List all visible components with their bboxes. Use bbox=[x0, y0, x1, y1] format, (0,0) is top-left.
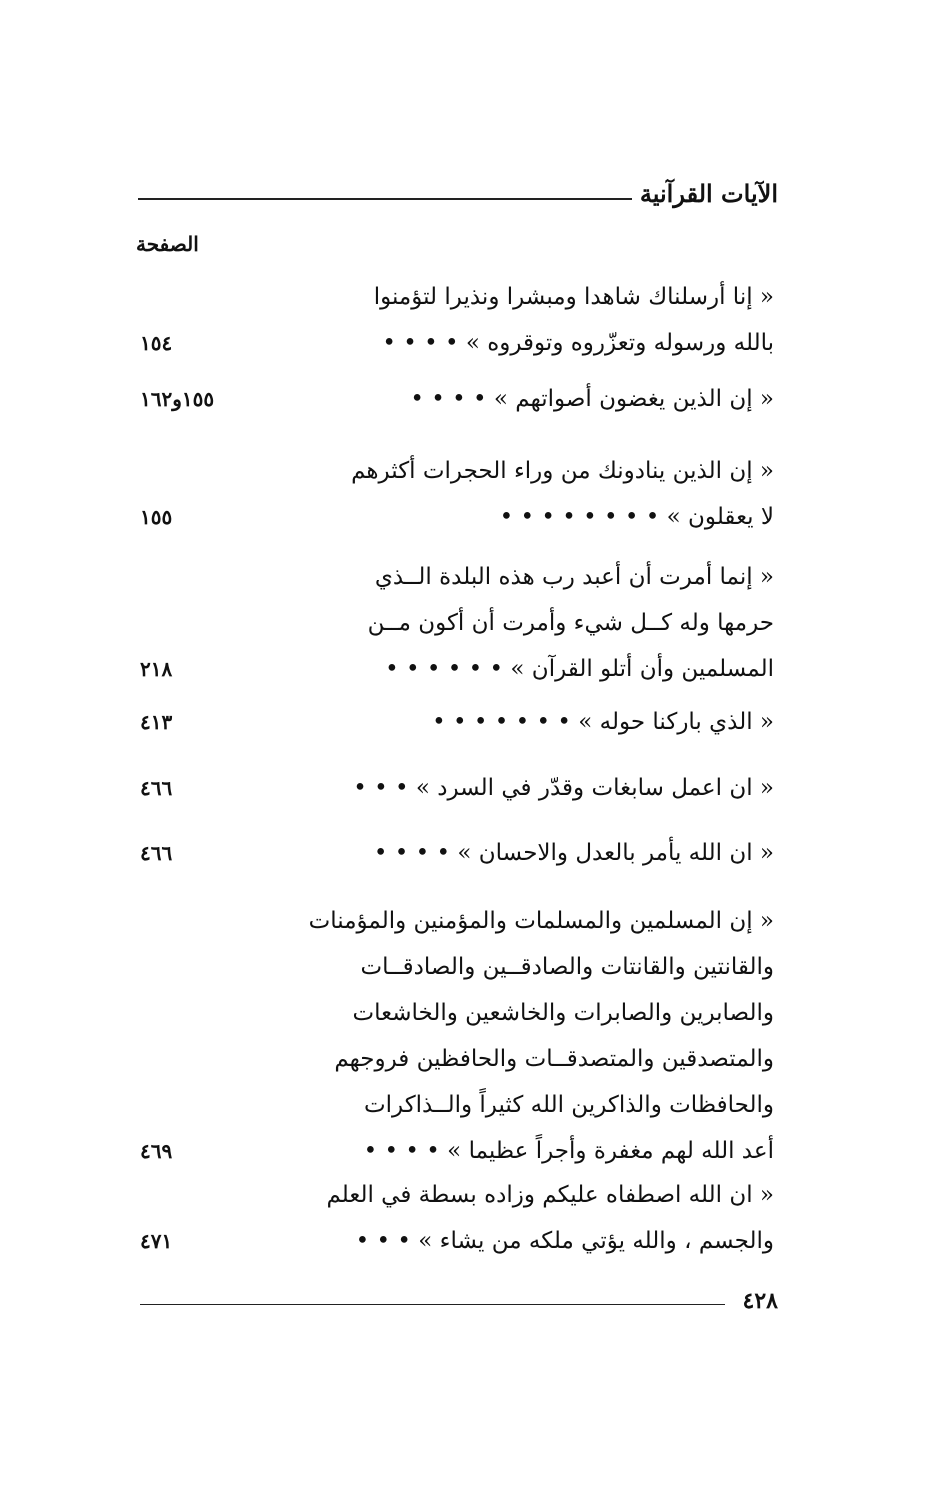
page-reference bbox=[140, 830, 250, 876]
page-reference-number: ٤٦٩ bbox=[140, 1139, 173, 1163]
verse-line: « إنما أمرت أن أعبد رب هذه البلدة الــذي bbox=[374, 564, 774, 590]
page-reference bbox=[140, 494, 250, 540]
running-header bbox=[138, 172, 778, 206]
verse-line: والحافظات والذاكرين الله كثيراً والــذاكرات bbox=[363, 1092, 774, 1118]
page-reference-number: ٤٦٦ bbox=[140, 776, 173, 800]
verse-line: والجسم ، والله يؤتي ملكه من يشاء » • • • bbox=[355, 1228, 774, 1254]
verse-line: « ان اعمل سابغات وقدّر في السرد » • • • bbox=[353, 775, 774, 801]
verse-line: أعد الله لهم مغفرة وأجراً عظيما » • • • • bbox=[363, 1138, 774, 1164]
page-reference bbox=[140, 765, 250, 811]
verse-line: والمتصدقين والمتصدقــات والحافظين فروجهم bbox=[334, 1046, 774, 1072]
verse-line: « الذي باركنا حوله » • • • • • • • bbox=[432, 709, 774, 735]
verse-line: بالله ورسوله وتعزّروه وتوقروه » • • • • bbox=[382, 330, 774, 356]
page-reference-number: ٤١٣ bbox=[140, 710, 173, 734]
page-footer bbox=[138, 1286, 778, 1316]
page-reference bbox=[140, 320, 250, 366]
page-reference-number: ٤٦٦ bbox=[140, 841, 173, 865]
verse-line: والقانتين والقانتات والصادقــين والصادقــات bbox=[360, 954, 774, 980]
page-reference-number: ١٥٥ bbox=[140, 505, 173, 529]
verse-line: حرمها وله كــل شيء وأمرت أن أكون مــن bbox=[367, 610, 774, 636]
verse-line: والصابرين والصابرات والخاشعين والخاشعات bbox=[352, 1000, 774, 1026]
page-reference bbox=[140, 376, 250, 422]
header-title: الآيات القرآنية bbox=[639, 179, 778, 208]
page-column-label: الصفحة bbox=[136, 232, 199, 256]
footer-rule bbox=[140, 1304, 725, 1305]
page-reference-number: ١٥٥و١٦٢ bbox=[140, 387, 215, 411]
verse-line: « ان الله اصطفاه عليكم وزاده بسطة في العلم bbox=[326, 1182, 774, 1208]
verse-line: المسلمين وأن أتلو القرآن » • • • • • • bbox=[385, 656, 774, 682]
page-reference bbox=[140, 1218, 250, 1264]
verse-line: « إنا أرسلناك شاهدا ومبشرا ونذيرا لتؤمنوا bbox=[373, 284, 774, 310]
verse-line: « إن الذين ينادونك من وراء الحجرات أكثرهم bbox=[351, 458, 774, 484]
page-reference bbox=[140, 1128, 250, 1174]
verse-line: « إن الذين يغضون أصواتهم » • • • • bbox=[410, 386, 774, 412]
header-rule bbox=[138, 198, 632, 200]
page-reference bbox=[140, 646, 250, 692]
verse-line: « ان الله يأمر بالعدل والاحسان » • • • • bbox=[373, 840, 774, 866]
page-reference-number: ٢١٨ bbox=[140, 657, 173, 681]
page-number: ٤٢٨ bbox=[742, 1288, 778, 1314]
page-reference-number: ١٥٤ bbox=[140, 331, 173, 355]
verse-line: « إن المسلمين والمسلمات والمؤمنين والمؤمنات bbox=[308, 908, 774, 934]
verse-line: لا يعقلون » • • • • • • • • bbox=[499, 504, 774, 530]
page-reference-number: ٤٧١ bbox=[140, 1229, 173, 1253]
page-reference bbox=[140, 699, 250, 745]
